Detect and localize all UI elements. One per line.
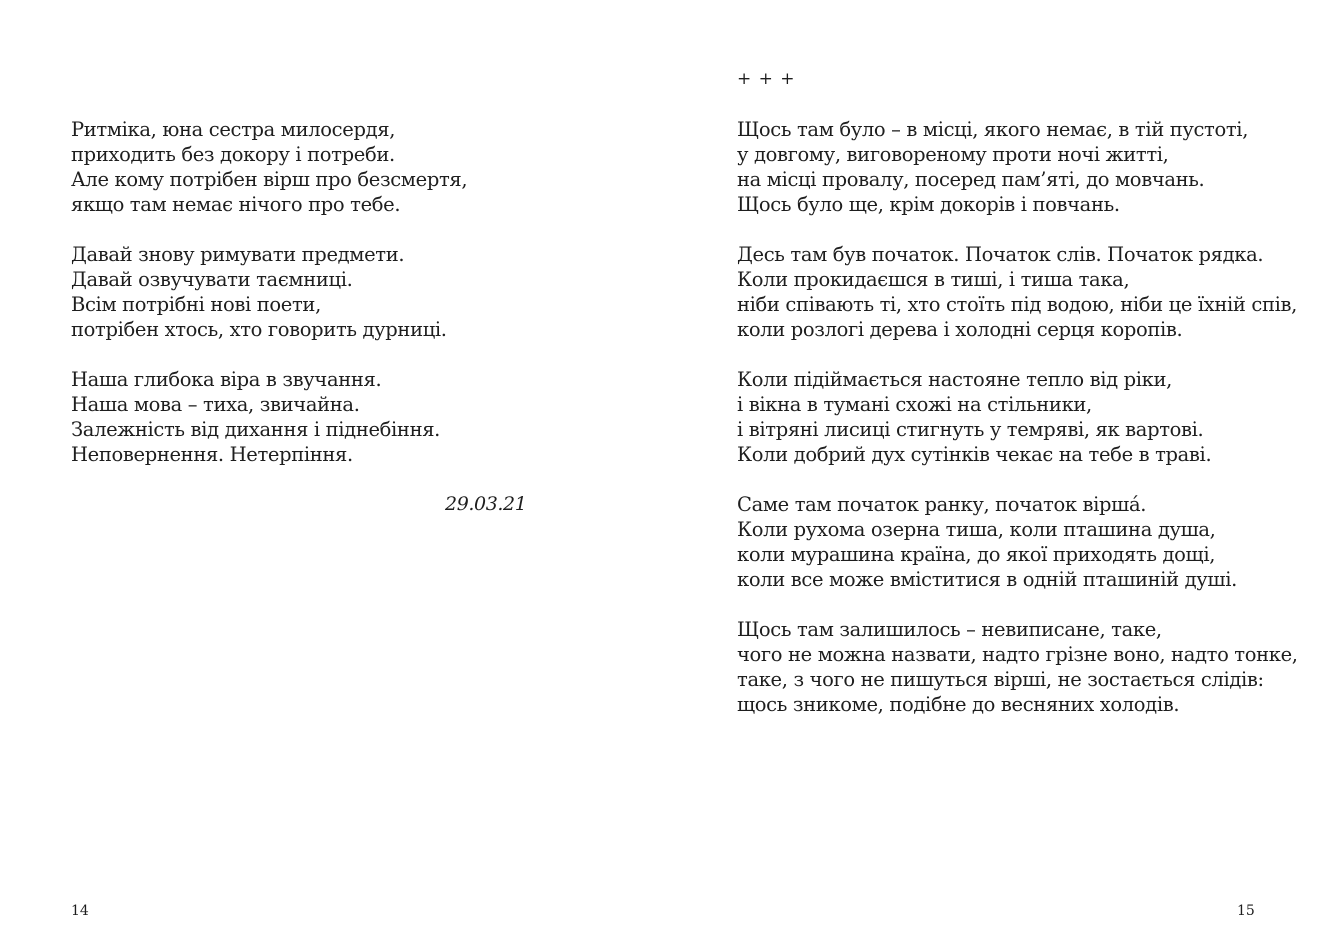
- poem-line: Десь там був початок. Початок слів. Початок рядка.: [737, 243, 1264, 266]
- page-number: 14: [71, 903, 89, 919]
- poem-line: щось зникоме, подібне до весняних холодів.: [737, 693, 1180, 716]
- poem-line: Щось там залишилось – невиписане, таке,: [737, 618, 1162, 641]
- poem-line: коли розлогі дерева і холодні серця коропів.: [737, 318, 1183, 341]
- poem-line: Але кому потрібен вірш про безсмертя,: [71, 168, 468, 191]
- poem-line: Ритміка, юна сестра милосердя,: [71, 118, 396, 141]
- stanza: [737, 242, 1298, 342]
- poem-line: Коли рухома озерна тиша, коли пташина душа,: [737, 518, 1216, 541]
- poem-line: Щось там було – в місці, якого немає, в тій пустоті,: [737, 118, 1249, 141]
- page-number: 15: [1237, 903, 1255, 919]
- poem-line: у довгому, виговореному проти ночі житті,: [737, 143, 1169, 166]
- right-poem: [737, 117, 1298, 717]
- poem-line: Залежність від дихання і піднебіння.: [71, 418, 441, 441]
- poem-line: Коли підіймається настояне тепло від ріки,: [737, 368, 1173, 391]
- stanza: [737, 117, 1298, 217]
- poem-date: 29.03.21: [445, 493, 527, 515]
- poem-line: чого не можна назвати, надто грізне воно, надто тонке,: [737, 643, 1298, 666]
- stanza: [737, 617, 1298, 717]
- stanza: [71, 117, 467, 217]
- poem-line: Давай знову римувати предмети.: [71, 243, 405, 266]
- poem-line: і вітряні лисиці стигнуть у темряві, як вартові.: [737, 418, 1204, 441]
- stanza: [71, 242, 467, 342]
- poem-line: Щось було ще, крім докорів і повчань.: [737, 193, 1120, 216]
- poem-line: коли мурашина країна, до якої приходять дощі,: [737, 543, 1216, 566]
- poem-line: Неповернення. Нетерпіння.: [71, 443, 353, 466]
- poem-line: на місці провалу, посеред пам’яті, до мовчань.: [737, 168, 1205, 191]
- left-poem: [71, 117, 467, 467]
- poem-line: і вікна в тумані схожі на стільники,: [737, 393, 1092, 416]
- poem-line: потрібен хтось, хто говорить дурниці.: [71, 318, 447, 341]
- poem-line: Саме там початок ранку, початок віршá.: [737, 493, 1147, 516]
- poem-line: приходить без докору і потреби.: [71, 143, 395, 166]
- stanza: [737, 492, 1298, 592]
- poem-line: коли все може вміститися в одній пташиній душі.: [737, 568, 1237, 591]
- left-page: [0, 0, 661, 951]
- poem-line: ніби співають ті, хто стоїть під водою, ніби це їхній спів,: [737, 293, 1298, 316]
- poem-line: Коли прокидаєшся в тиші, і тиша така,: [737, 268, 1130, 291]
- poem-line: таке, з чого не пишуться вірші, не зостається слідів:: [737, 668, 1264, 691]
- poem-line: якщо там немає нічого про тебе.: [71, 193, 401, 216]
- poem-line: Всім потрібні нові поети,: [71, 293, 321, 316]
- poem-line: Наша мова – тиха, звичайна.: [71, 393, 360, 416]
- right-page: [661, 0, 1323, 951]
- stanza: [737, 367, 1298, 467]
- poem-line: Давай озвучувати таємниці.: [71, 268, 353, 291]
- poem-line: Наша глибока віра в звучання.: [71, 368, 382, 391]
- stanza: [71, 367, 467, 467]
- poem-line: Коли добрий дух сутінків чекає на тебе в траві.: [737, 443, 1212, 466]
- section-ornament: + + +: [737, 69, 796, 89]
